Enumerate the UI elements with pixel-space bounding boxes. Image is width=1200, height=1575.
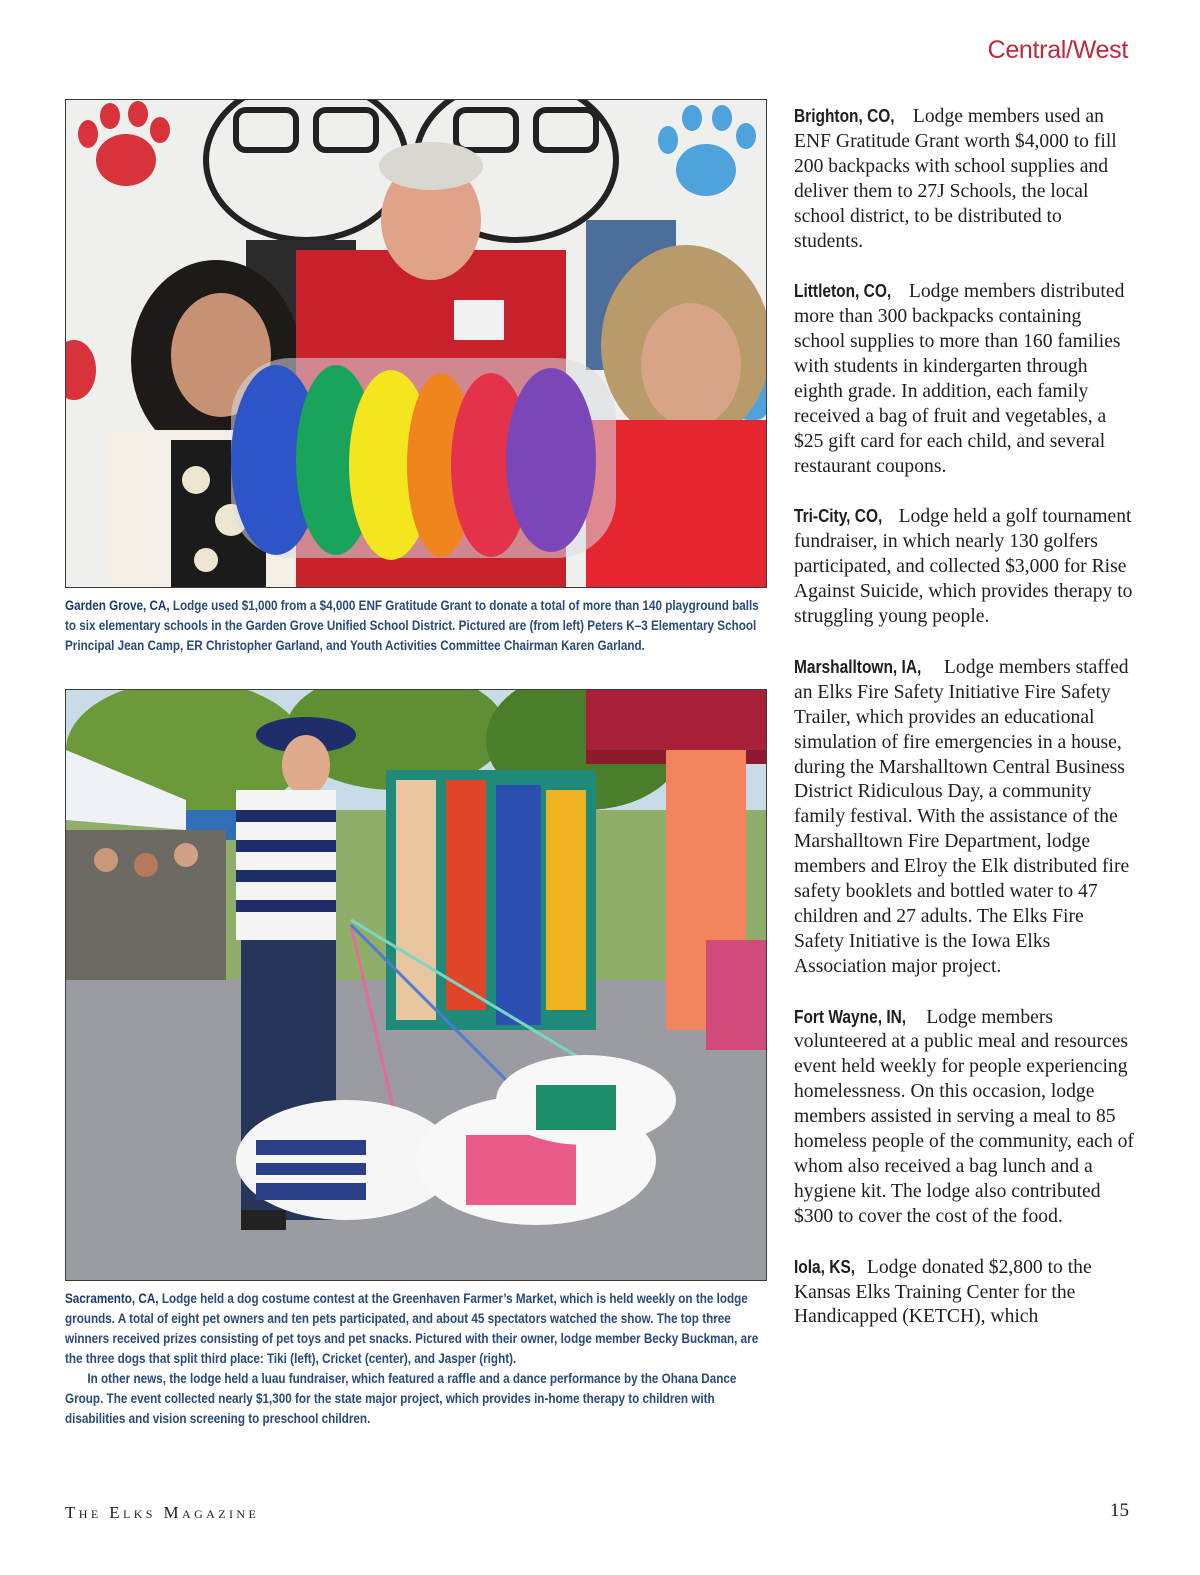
- article-place: Brighton, CO,: [794, 106, 895, 126]
- caption-text: Lodge used $1,000 from a $4,000 ENF Gratitude Grant to donate a total of more than 140 playground balls to six elementary schools in the Garden Grove Unified School District. Pictured are (from left) Peters K–3 Elementary School Principal Jean Camp, ER Christopher Garland, and Youth Activities Committee Chairman Karen Garland.: [65, 598, 759, 653]
- article-text: Lodge members used an ENF Gratitude Grant worth $4,000 to fill 200 backpacks with school supplies and deliver them to 27J Schools, the local school district, to be distributed to students.: [794, 106, 1117, 252]
- photo-caption-sacramento: [65, 1289, 765, 1429]
- article-text: Lodge members volunteered at a public meal and resources event held weekly for people experiencing homelessness. On this occasion, lodge members assisted in serving a meal to 85 homeless people of the community, each of whom also received a bag lunch and a hygiene kit. The lodge also contributed $300 to cover the cost of the food.: [794, 1006, 1134, 1227]
- article-entry: [794, 279, 1134, 479]
- caption-text: Lodge held a dog costume contest at the Greenhaven Farmer’s Market, which is held weekly on the lodge grounds. A total of eight pet owners and ten pets participated, and about 45 spectators watched the show. The top three winners received prizes consisting of pet toys and pet snacks. Pictured with their owner, lodge member Becky Buckman, are the three dogs that split third place: Tiki (left), Cricket (center), and Jasper (right).: [65, 1291, 759, 1366]
- magazine-title: The Elks Magazine: [65, 1503, 260, 1522]
- photo-garden-grove: [65, 99, 767, 588]
- article-place: Fort Wayne, IN,: [794, 1006, 907, 1027]
- caption-text-2: In other news, the lodge held a luau fundraiser, which featured a raffle and a dance performance by the Ohana Dance Group. The event collected nearly $1,300 for the state major project, which provides in-home therapy to children with disabilities and vision screening to preschool children.: [65, 1371, 737, 1426]
- photo-sacramento: [65, 689, 767, 1281]
- article-entry: [794, 104, 1134, 254]
- article-text: Lodge members distributed more than 300 backpacks containing school supplies to more than 160 families with students in kindergarten through eighth grade. In addition, each family received a bag of fruit and vegetables, a $25 gift card for each child, and several restaurant coupons.: [794, 281, 1125, 477]
- article-entry: [794, 504, 1134, 630]
- article-place: Marshalltown, IA,: [794, 656, 922, 677]
- caption-place: Garden Grove, CA,: [65, 598, 170, 613]
- left-column: [65, 99, 767, 1429]
- article-entry: [794, 655, 1134, 980]
- photo-caption-garden-grove: [65, 596, 765, 680]
- article-entry: [794, 1255, 1134, 1331]
- article-text: Lodge donated $2,800 to the Kansas Elks Training Center for the Handicapped (KETCH), which: [794, 1256, 1092, 1328]
- section-label: Central/West: [987, 36, 1128, 64]
- article-text: Lodge held a golf tournament fundraiser, in which nearly 130 golfers participated, and collected $3,000 for Rise Against Suicide, which provides therapy to struggling young people.: [794, 506, 1133, 628]
- page-number: 15: [1110, 1500, 1129, 1521]
- article-text: Lodge members staffed an Elks Fire Safety Initiative Fire Safety Trailer, which provides an educational simulation of fire emergencies in a house, during the Marshalltown Central Business District Ridiculous Day, a community family festival. With the assistance of the Marshalltown Fire Department, lodge members and Elroy the Elk distributed fire safety booklets and bottled water to 47 children and 27 adults. The Elks Fire Safety Initiative is the Iowa Elks Association major project.: [794, 656, 1130, 977]
- article-place: Iola, KS,: [794, 1256, 856, 1277]
- right-column-articles: [794, 104, 1134, 1355]
- article-entry: [794, 1005, 1134, 1230]
- caption-place: Sacramento, CA,: [65, 1291, 159, 1306]
- article-place: Littleton, CO,: [794, 281, 892, 302]
- article-place: Tri-City, CO,: [794, 506, 883, 527]
